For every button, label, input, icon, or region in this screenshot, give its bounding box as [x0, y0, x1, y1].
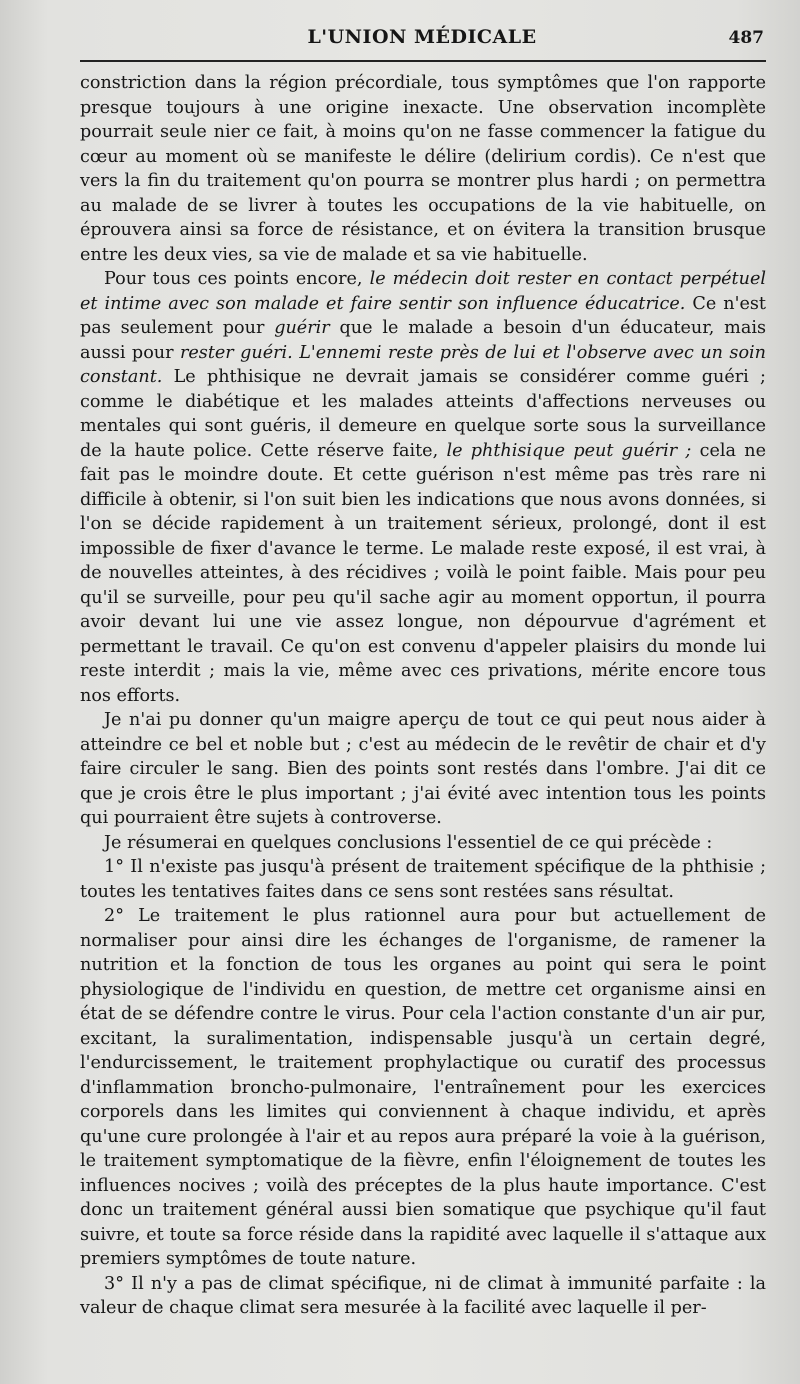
italic-text: le phthisique peut guérir ; [446, 440, 692, 461]
paragraph [80, 855, 766, 904]
paragraph [80, 267, 766, 708]
running-title: L'UNION MÉDICALE [307, 26, 537, 48]
paragraph [80, 708, 766, 831]
body-text [80, 71, 766, 1321]
text-run: constriction dans la région précordiale, tous symptômes que l'on rapporte presque toujours à une origine inexacte. Une observation incomplète pourrait seule nier ce fait, à moins qu'on ne fasse commencer la fatigue du cœur au moment où se manifeste le délire (delirium cordis). Ce n'est que vers la fin du traitement qu'on pourra se montrer plus hardi ; on permettra au malade de se livrer à toutes les occupations de la vie habituelle, on éprouvera ainsi sa force de résistance, et on évitera la transition brusque entre les deux vies, sa vie de malade et sa vie habituelle. [80, 73, 766, 265]
italic-text: rester guéri. L'ennemi reste près de lui et l'observe avec un soin constant. [80, 342, 767, 387]
paragraph [80, 1272, 766, 1321]
paragraph [80, 71, 766, 267]
page-number: 487 [728, 28, 764, 48]
header-rule [80, 60, 766, 62]
text-run: Pour tous ces points encore, [104, 269, 370, 289]
text-run: 1° Il n'existe pas jusqu'à présent de traitement spécifique de la phthisie ; toutes les tentatives faites dans ce sens sont restées sans résultat. [80, 857, 766, 902]
page-header [80, 26, 764, 54]
text-run: cela ne fait pas le moindre doute. Et cette guérison n'est même pas très rare ni difficile à obtenir, si l'on suit bien les indications que nous avons données, si l'on se décide rapidement à un traitement sérieux, prolongé, dont il est impossible de fixer d'avance le terme. Le malade reste exposé, il est vrai, à de nouvelles atteintes, à des récidives ; voilà le point faible. Mais pour peu qu'il se surveille, pour peu qu'il sache agir au moment opportun, il pourra avoir devant lui une vie assez longue, non dépourvue d'agrément et permettant le travail. Ce qu'on est convenu d'appeler plaisirs du monde lui reste interdit ; mais la vie, même avec ces privations, mérite encore tous nos efforts. [80, 440, 766, 706]
italic-text: guérir [274, 318, 330, 338]
text-run: 3° Il n'y a pas de climat spécifique, ni de climat à immunité parfaite : la valeur de chaque climat sera mesurée à la facilité avec laquelle il per- [80, 1273, 766, 1318]
text-run: Ce n'est pas seulement pour [80, 293, 766, 338]
paragraph [80, 831, 766, 856]
paragraph [80, 904, 766, 1272]
text-run: Le phthisique ne devrait jamais se considérer comme guéri ; comme le diabétique et les malades atteints d'affections nerveuses ou mentales qui sont guéris, il demeure en quelque sorte sous la surveillance de la haute police. Cette réserve faite, [80, 367, 766, 461]
text-run: que le malade a besoin d'un éducateur, mais aussi pour [80, 318, 766, 363]
text-run: 2° Le traitement le plus rationnel aura pour but actuellement de normaliser pour ainsi dire les échanges de l'organisme, de ramener la nutrition et la fonction de tous les organes au point qui sera le point physiologique de l'individu en question, de mettre cet organisme ainsi en état de se défendre contre le virus. Pour cela l'action constante d'un air pur, excitant, la suralimentation, indispensable jusqu'à un certain degré, l'endurcissement, le traitement prophylactique ou curatif des processus d'inflammation broncho-pulmonaire, l'entraînement pour les exercices corporels dans les limites qui conviennent à chaque individu, et après qu'une cure prolongée à l'air et au repos aura préparé la voie à la guérison, le traitement symptomatique de la fièvre, enfin l'éloignement de toutes les influences nocives ; voilà des préceptes de la plus haute importance. C'est donc un traitement général aussi bien somatique que psychique qu'il faut suivre, et toute sa force réside dans la rapidité avec laquelle il s'attaque aux premiers symptômes de toute nature. [80, 906, 766, 1269]
text-run: Je n'ai pu donner qu'un maigre aperçu de tout ce qui peut nous aider à atteindre ce bel et noble but ; c'est au médecin de le revêtir de chair et d'y faire circuler le sang. Bien des points sont restés dans l'ombre. J'ai dit ce que je crois être le plus important ; j'ai évité avec intention tous les points qui pourraient être sujets à controverse. [80, 710, 766, 828]
text-run: Je résumerai en quelques conclusions l'essentiel de ce qui précède : [104, 832, 713, 853]
italic-text: le médecin doit rester en contact perpétuel et intime avec son malade et faire sentir son influence éducatrice. [80, 269, 766, 314]
